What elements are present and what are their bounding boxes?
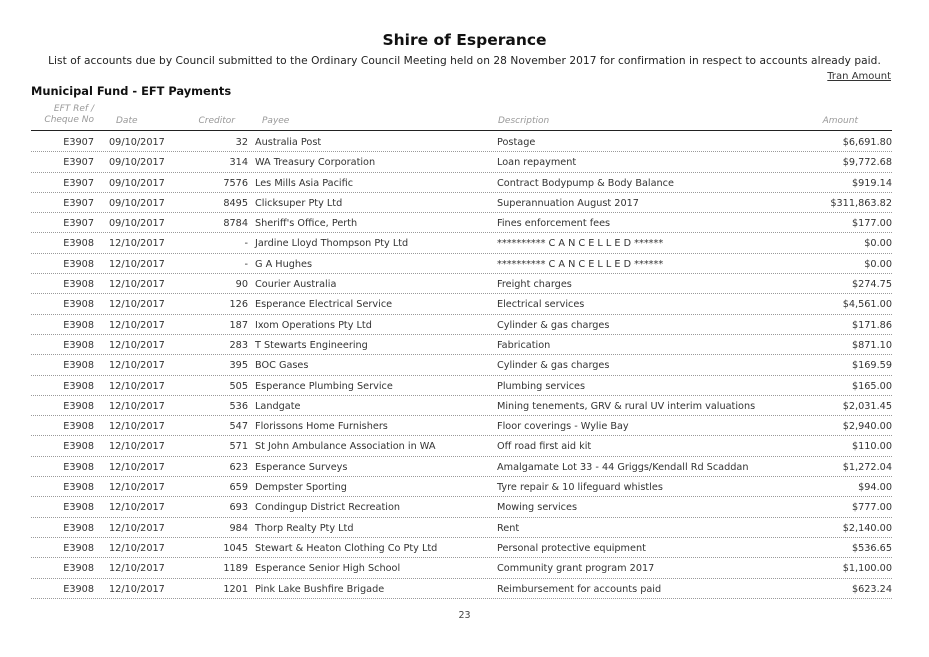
table-row bbox=[31, 193, 892, 213]
table-row bbox=[31, 274, 892, 294]
cell-description: ********** C A N C E L L E D ****** bbox=[497, 238, 664, 250]
cell-description: ********** C A N C E L L E D ****** bbox=[497, 258, 664, 270]
cell-date: 12/10/2017 bbox=[109, 563, 165, 575]
cell-ref: E3907 bbox=[63, 177, 94, 189]
cell-ref: E3908 bbox=[63, 319, 94, 331]
cell-description: Personal protective equipment bbox=[497, 542, 646, 554]
cell-date: 12/10/2017 bbox=[109, 522, 165, 534]
cell-ref: E3908 bbox=[63, 421, 94, 433]
table-row bbox=[31, 132, 892, 152]
cell-payee: Stewart & Heaton Clothing Co Pty Ltd bbox=[255, 542, 438, 554]
cell-ref: E3908 bbox=[63, 563, 94, 575]
cell-ref: E3908 bbox=[63, 441, 94, 453]
cell-description: Loan repayment bbox=[497, 157, 577, 169]
cell-ref: E3907 bbox=[63, 218, 94, 230]
cell-ref: E3908 bbox=[63, 299, 94, 311]
cell-payee: Sheriff's Office, Perth bbox=[255, 218, 358, 230]
cell-creditor: 1201 bbox=[223, 583, 248, 595]
cell-description: Cylinder & gas charges bbox=[497, 360, 610, 372]
cell-creditor: 187 bbox=[229, 319, 248, 331]
cell-description: Freight charges bbox=[497, 279, 572, 291]
cell-description: Reimbursement for accounts paid bbox=[497, 583, 662, 595]
table-header bbox=[0, 104, 929, 128]
table-row bbox=[31, 558, 892, 578]
page-subtitle: List of accounts due by Council submitted to the Ordinary Council Meeting held on 28 November 2017 for confirmation in respect to accounts already paid. bbox=[48, 55, 881, 67]
table-row bbox=[31, 579, 892, 599]
cell-payee: Esperance Electrical Service bbox=[255, 299, 393, 311]
cell-date: 12/10/2017 bbox=[109, 319, 165, 331]
table-row bbox=[31, 254, 892, 274]
cell-creditor: 8495 bbox=[223, 197, 248, 209]
cell-ref: E3908 bbox=[63, 400, 94, 412]
cell-payee: T Stewarts Engineering bbox=[255, 339, 368, 351]
cell-creditor: 8784 bbox=[223, 218, 248, 230]
cell-creditor: 90 bbox=[235, 279, 248, 291]
table-row bbox=[31, 173, 892, 193]
header-amount: Amount bbox=[822, 116, 858, 126]
cell-description: Superannuation August 2017 bbox=[497, 197, 639, 209]
cell-ref: E3908 bbox=[63, 502, 94, 514]
table-row bbox=[31, 152, 892, 172]
cell-description: Cylinder & gas charges bbox=[497, 319, 610, 331]
cell-creditor: 547 bbox=[229, 421, 248, 433]
cell-amount: $623.24 bbox=[851, 583, 892, 595]
cell-payee: WA Treasury Corporation bbox=[255, 157, 376, 169]
header-ref: EFT Ref / Cheque No bbox=[44, 104, 94, 125]
cell-payee: Thorp Realty Pty Ltd bbox=[255, 522, 354, 534]
cell-description: Plumbing services bbox=[497, 380, 586, 392]
cell-amount: $171.86 bbox=[851, 319, 892, 331]
cell-description: Floor coverings - Wylie Bay bbox=[497, 421, 629, 433]
header-payee: Payee bbox=[262, 116, 290, 126]
cell-amount: $1,272.04 bbox=[842, 461, 892, 473]
cell-ref: E3908 bbox=[63, 522, 94, 534]
cell-date: 12/10/2017 bbox=[109, 441, 165, 453]
page-number: 23 bbox=[458, 610, 471, 621]
table-row bbox=[31, 436, 892, 456]
cell-description: Tyre repair & 10 lifeguard whistles bbox=[497, 482, 663, 494]
cell-date: 12/10/2017 bbox=[109, 461, 165, 473]
table-row bbox=[31, 355, 892, 375]
cell-payee: Pink Lake Bushfire Brigade bbox=[255, 583, 385, 595]
cell-ref: E3907 bbox=[63, 157, 94, 169]
table-row bbox=[31, 335, 892, 355]
cell-amount: $110.00 bbox=[851, 441, 892, 453]
cell-payee: BOC Gases bbox=[255, 360, 309, 372]
payments-table bbox=[0, 132, 929, 599]
cell-ref: E3908 bbox=[63, 542, 94, 554]
table-row bbox=[31, 315, 892, 335]
cell-amount: $919.14 bbox=[851, 177, 892, 189]
cell-payee: G A Hughes bbox=[255, 258, 313, 270]
cell-date: 12/10/2017 bbox=[109, 238, 165, 250]
cell-date: 09/10/2017 bbox=[109, 197, 165, 209]
cell-description: Fabrication bbox=[497, 339, 551, 351]
cell-payee: Les Mills Asia Pacific bbox=[255, 177, 354, 189]
cell-ref: E3908 bbox=[63, 583, 94, 595]
cell-amount: $274.75 bbox=[851, 279, 892, 291]
cell-payee: Esperance Plumbing Service bbox=[255, 380, 393, 392]
cell-date: 12/10/2017 bbox=[109, 502, 165, 514]
cell-date: 12/10/2017 bbox=[109, 542, 165, 554]
cell-amount: $169.59 bbox=[851, 360, 892, 372]
cell-creditor: - bbox=[244, 258, 248, 270]
cell-amount: $2,940.00 bbox=[842, 421, 892, 433]
cell-creditor: 314 bbox=[229, 157, 248, 169]
table-row bbox=[31, 233, 892, 253]
cell-payee: Condingup District Recreation bbox=[255, 502, 401, 514]
table-row bbox=[31, 518, 892, 538]
cell-ref: E3908 bbox=[63, 482, 94, 494]
cell-date: 12/10/2017 bbox=[109, 482, 165, 494]
cell-creditor: 536 bbox=[229, 400, 248, 412]
cell-amount: $177.00 bbox=[851, 218, 892, 230]
page-title: Shire of Esperance bbox=[382, 31, 547, 49]
cell-creditor: 1045 bbox=[223, 542, 248, 554]
cell-creditor: 984 bbox=[229, 522, 248, 534]
cell-payee: Courier Australia bbox=[255, 279, 337, 291]
cell-description: Postage bbox=[497, 137, 536, 148]
cell-description: Mining tenements, GRV & rural UV interim valuations bbox=[497, 400, 756, 412]
cell-date: 12/10/2017 bbox=[109, 299, 165, 311]
cell-ref: E3907 bbox=[63, 197, 94, 209]
cell-payee: Jardine Lloyd Thompson Pty Ltd bbox=[255, 238, 409, 250]
cell-amount: $311,863.82 bbox=[830, 197, 892, 209]
cell-description: Rent bbox=[497, 522, 520, 534]
cell-description: Mowing services bbox=[497, 502, 578, 514]
table-row bbox=[31, 416, 892, 436]
cell-amount: $4,561.00 bbox=[842, 299, 892, 311]
cell-description: Contract Bodypump & Body Balance bbox=[497, 177, 674, 189]
cell-amount: $2,031.45 bbox=[842, 400, 892, 412]
cell-creditor: 1189 bbox=[223, 563, 248, 575]
cell-date: 12/10/2017 bbox=[109, 360, 165, 372]
cell-amount: $871.10 bbox=[851, 339, 892, 351]
table-row bbox=[31, 376, 892, 396]
cell-amount: $9,772.68 bbox=[842, 157, 892, 169]
cell-description: Fines enforcement fees bbox=[497, 218, 611, 230]
cell-date: 12/10/2017 bbox=[109, 258, 165, 270]
cell-payee: Esperance Senior High School bbox=[255, 563, 401, 575]
cell-ref: E3908 bbox=[63, 279, 94, 291]
header-creditor: Creditor bbox=[198, 116, 235, 126]
cell-description: Community grant program 2017 bbox=[497, 563, 655, 575]
cell-description: Electrical services bbox=[497, 299, 585, 311]
cell-payee: Clicksuper Pty Ltd bbox=[255, 197, 343, 209]
cell-date: 12/10/2017 bbox=[109, 279, 165, 291]
cell-creditor: 32 bbox=[235, 137, 248, 148]
cell-amount: $1,100.00 bbox=[842, 563, 892, 575]
cell-date: 09/10/2017 bbox=[109, 218, 165, 230]
cell-creditor: 659 bbox=[229, 482, 248, 494]
cell-amount: $0.00 bbox=[864, 238, 892, 250]
cell-date: 12/10/2017 bbox=[109, 339, 165, 351]
cell-creditor: 283 bbox=[229, 339, 248, 351]
table-row bbox=[31, 457, 892, 477]
table-row bbox=[31, 477, 892, 497]
table-row bbox=[31, 213, 892, 233]
cell-amount: $165.00 bbox=[851, 380, 892, 392]
cell-payee: Dempster Sporting bbox=[255, 482, 347, 494]
cell-payee: Australia Post bbox=[255, 137, 322, 148]
header-divider bbox=[31, 130, 892, 131]
cell-amount: $6,691.80 bbox=[842, 137, 892, 148]
cell-ref: E3908 bbox=[63, 339, 94, 351]
cell-creditor: 7576 bbox=[223, 177, 248, 189]
cell-date: 09/10/2017 bbox=[109, 177, 165, 189]
cell-date: 12/10/2017 bbox=[109, 380, 165, 392]
cell-creditor: 126 bbox=[229, 299, 248, 311]
cell-payee: Ixom Operations Pty Ltd bbox=[255, 319, 372, 331]
cell-ref: E3907 bbox=[63, 137, 94, 148]
cell-payee: Esperance Surveys bbox=[255, 461, 348, 473]
cell-description: Amalgamate Lot 33 - 44 Griggs/Kendall Rd Scaddan bbox=[497, 461, 749, 473]
cell-amount: $536.65 bbox=[851, 542, 892, 554]
cell-date: 12/10/2017 bbox=[109, 583, 165, 595]
cell-creditor: 693 bbox=[229, 502, 248, 514]
header-date: Date bbox=[116, 116, 138, 126]
cell-creditor: 395 bbox=[229, 360, 248, 372]
cell-amount: $0.00 bbox=[864, 258, 892, 270]
table-row bbox=[31, 497, 892, 517]
section-title: Municipal Fund - EFT Payments bbox=[31, 84, 232, 98]
cell-description: Off road first aid kit bbox=[497, 441, 592, 453]
table-row bbox=[31, 396, 892, 416]
cell-ref: E3908 bbox=[63, 258, 94, 270]
cell-creditor: 505 bbox=[229, 380, 248, 392]
header-description: Description bbox=[498, 116, 550, 126]
cell-payee: Landgate bbox=[255, 400, 301, 412]
cell-date: 12/10/2017 bbox=[109, 421, 165, 433]
cell-creditor: 623 bbox=[229, 461, 248, 473]
cell-amount: $94.00 bbox=[858, 482, 892, 494]
cell-amount: $2,140.00 bbox=[842, 522, 892, 534]
cell-date: 09/10/2017 bbox=[109, 157, 165, 169]
cell-date: 09/10/2017 bbox=[109, 137, 165, 148]
cell-payee: Florissons Home Furnishers bbox=[255, 421, 388, 433]
cell-amount: $777.00 bbox=[851, 502, 892, 514]
tran-amount-label: Tran Amount bbox=[827, 71, 891, 82]
cell-creditor: 571 bbox=[229, 441, 248, 453]
cell-creditor: - bbox=[244, 238, 248, 250]
cell-ref: E3908 bbox=[63, 461, 94, 473]
cell-payee: St John Ambulance Association in WA bbox=[255, 441, 436, 453]
cell-ref: E3908 bbox=[63, 238, 94, 250]
table-row bbox=[31, 294, 892, 314]
cell-ref: E3908 bbox=[63, 380, 94, 392]
cell-ref: E3908 bbox=[63, 360, 94, 372]
cell-date: 12/10/2017 bbox=[109, 400, 165, 412]
table-row bbox=[31, 538, 892, 558]
